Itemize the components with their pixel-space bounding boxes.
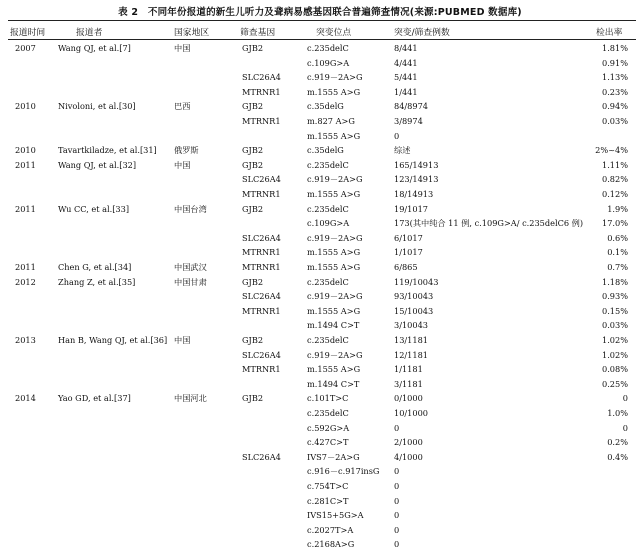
- cell-site: c.754T>C: [307, 481, 349, 491]
- cell-gene: MTRNR1: [242, 116, 281, 126]
- cell-count: 3/8974: [394, 116, 423, 126]
- cell-author: Wang QJ, et al.[32]: [58, 159, 137, 170]
- cell-count: 165/14913: [394, 159, 439, 170]
- cell-gene: GJB2: [242, 43, 264, 53]
- cell-year: 2007: [15, 43, 36, 53]
- cell-count: 93/10043: [394, 291, 434, 302]
- cell-rate: 0.4%: [607, 451, 628, 462]
- cell-count: 173(其中纯合 11 例, c.109G>A/ c.235delC6 例): [394, 218, 584, 229]
- cell-site: c.235delC: [307, 203, 349, 214]
- cell-rate: 0.25%: [601, 378, 628, 389]
- cell-site: c.919－2A>G: [307, 232, 363, 243]
- cell-count: 1/1181: [394, 364, 423, 375]
- cell-gene: SLC26A4: [242, 349, 281, 360]
- cell-site: c.35delG: [307, 145, 344, 156]
- cell-count: 1/1017: [394, 247, 423, 258]
- cell-region: 中国: [174, 159, 191, 170]
- cell-count: 10/1000: [394, 408, 429, 418]
- cell-year: 2010: [15, 145, 36, 156]
- cell-count: 0: [394, 481, 400, 491]
- cell-region: 中国河北: [174, 393, 207, 404]
- cell-rate: 0.94%: [601, 101, 628, 112]
- cell-author: Han B, Wang QJ, et al.[36]: [58, 335, 168, 345]
- cell-region: 中国: [174, 43, 191, 53]
- cell-count: 8/441: [394, 43, 418, 53]
- cell-gene: GJB2: [242, 203, 264, 214]
- cell-count: 4/441: [394, 57, 418, 68]
- cell-year: 2013: [15, 335, 36, 345]
- cell-rate: 0: [622, 393, 628, 404]
- cell-site: m.1555 A>G: [307, 189, 361, 199]
- cell-gene: SLC26A4: [242, 291, 281, 302]
- cell-count: 6/1017: [394, 232, 423, 243]
- header-author: 报道者: [76, 28, 103, 38]
- cell-author: Yao GD, et al.[37]: [58, 393, 131, 404]
- cell-rate: 1.81%: [601, 43, 628, 53]
- cell-site: c.916－c.917insG: [307, 466, 380, 477]
- cell-author: Tavartkiladze, et al.[31]: [58, 145, 157, 156]
- cell-site: c.109G>A: [307, 57, 350, 68]
- cell-rate: 1.02%: [601, 349, 628, 360]
- cell-site: m.1555 A>G: [307, 130, 361, 141]
- cell-count: 13/1181: [394, 335, 429, 345]
- cell-gene: MTRNR1: [242, 247, 281, 258]
- cell-site: m.1555 A>G: [307, 364, 361, 375]
- cell-count: 3/1181: [394, 378, 423, 389]
- cell-site: c.235delC: [307, 159, 349, 170]
- cell-count: 19/1017: [394, 203, 429, 214]
- cell-region: 中国: [174, 335, 191, 345]
- cell-site: c.281C>T: [307, 495, 349, 506]
- cell-gene: GJB2: [242, 101, 264, 112]
- cell-region: 巴西: [174, 101, 191, 112]
- cell-author: Wu CC, et al.[33]: [58, 203, 130, 214]
- header-count: 突变/筛查例数: [394, 28, 450, 38]
- cell-site: m.1494 C>T: [307, 320, 360, 331]
- cell-count: 0: [394, 422, 400, 433]
- cell-rate: 0.1%: [607, 247, 628, 258]
- cell-author: Nivoloni, et al.[30]: [58, 101, 136, 112]
- cell-year: 2010: [15, 101, 36, 112]
- cell-region: 中国台湾: [174, 203, 207, 214]
- cell-rate: 1.13%: [601, 72, 628, 83]
- cell-year: 2014: [15, 393, 36, 404]
- cell-site: c.919－2A>G: [307, 349, 363, 360]
- top-rule: [8, 20, 636, 21]
- cell-rate: 0.82%: [601, 174, 628, 185]
- header-site: 突变位点: [316, 28, 352, 38]
- cell-gene: GJB2: [242, 335, 264, 345]
- cell-count: 0/1000: [394, 393, 423, 404]
- cell-rate: 2%~4%: [595, 145, 628, 156]
- cell-count: 84/8974: [394, 101, 429, 112]
- cell-rate: 0.2%: [607, 437, 628, 448]
- cell-gene: MTRNR1: [242, 305, 281, 316]
- cell-site: c.592G>A: [307, 422, 350, 433]
- cell-site: m.1555 A>G: [307, 305, 361, 316]
- cell-site: m.1555 A>G: [307, 86, 361, 97]
- cell-site: c.235delC: [307, 408, 349, 418]
- cell-count: 0: [394, 510, 400, 521]
- cell-site: m.1555 A>G: [307, 247, 361, 258]
- header-gene: 筛查基因: [240, 28, 276, 38]
- cell-gene: MTRNR1: [242, 364, 281, 375]
- cell-count: 0: [394, 539, 400, 550]
- cell-rate: 0.03%: [601, 320, 628, 331]
- cell-site: m.827 A>G: [307, 116, 355, 126]
- cell-year: 2012: [15, 276, 36, 287]
- cell-gene: MTRNR1: [242, 262, 281, 272]
- cell-gene: GJB2: [242, 276, 264, 287]
- cell-count: 0: [394, 466, 400, 477]
- cell-rate: 0.08%: [601, 364, 628, 375]
- cell-region: 中国甘肃: [174, 276, 207, 287]
- cell-author: Chen G, et al.[34]: [58, 262, 132, 272]
- cell-rate: 1.9%: [607, 203, 628, 214]
- cell-count: 0: [394, 495, 400, 506]
- cell-gene: MTRNR1: [242, 86, 281, 97]
- cell-site: c.427C>T: [307, 437, 349, 448]
- cell-count: 0: [394, 524, 400, 535]
- cell-count: 2/1000: [394, 437, 423, 448]
- cell-count: 综述: [394, 145, 411, 156]
- cell-gene: SLC26A4: [242, 72, 281, 83]
- cell-gene: GJB2: [242, 159, 264, 170]
- cell-site: c.2168A>G: [307, 539, 355, 550]
- cell-site: m.1555 A>G: [307, 262, 361, 272]
- cell-rate: 0.91%: [601, 57, 628, 68]
- cell-author: Zhang Z, et al.[35]: [58, 276, 136, 287]
- cell-year: 2011: [15, 159, 36, 170]
- cell-site: c.35delG: [307, 101, 344, 112]
- cell-rate: 17.0%: [601, 218, 628, 229]
- cell-rate: 0: [622, 422, 628, 433]
- cell-rate: 1.18%: [601, 276, 628, 287]
- cell-count: 15/10043: [394, 305, 434, 316]
- cell-site: c.101T>C: [307, 393, 349, 404]
- cell-rate: 0.7%: [607, 262, 628, 272]
- cell-site: c.235delC: [307, 43, 349, 53]
- cell-rate: 0.03%: [601, 116, 628, 126]
- cell-count: 0: [394, 130, 400, 141]
- cell-count: 1/441: [394, 86, 418, 97]
- table-title: 表 2 不同年份报道的新生儿听力及聋病易感基因联合普遍筛查情况(来源:PUBMED 数据库): [118, 7, 522, 18]
- cell-count: 18/14913: [394, 189, 434, 199]
- header-region: 国家地区: [174, 28, 210, 38]
- cell-rate: 0.93%: [601, 291, 628, 302]
- cell-site: IVS7－2A>G: [307, 451, 360, 462]
- cell-gene: SLC26A4: [242, 174, 281, 185]
- cell-gene: MTRNR1: [242, 189, 281, 199]
- cell-region: 中国武汉: [174, 262, 207, 272]
- cell-count: 12/1181: [394, 349, 429, 360]
- cell-year: 2011: [15, 262, 36, 272]
- cell-count: 6/865: [394, 262, 418, 272]
- cell-gene: SLC26A4: [242, 232, 281, 243]
- cell-rate: 0.12%: [601, 189, 628, 199]
- cell-gene: SLC26A4: [242, 451, 281, 462]
- cell-year: 2011: [15, 203, 36, 214]
- cell-gene: GJB2: [242, 393, 264, 404]
- cell-site: c.2027T>A: [307, 524, 354, 535]
- cell-count: 3/10043: [394, 320, 429, 331]
- cell-author: Wang QJ, et al.[7]: [58, 43, 131, 53]
- cell-count: 5/441: [394, 72, 418, 83]
- cell-site: c.919－2A>G: [307, 291, 363, 302]
- header-rate: 检出率: [596, 28, 623, 38]
- cell-site: c.919－2A>G: [307, 174, 363, 185]
- cell-rate: 0.23%: [601, 86, 628, 97]
- cell-gene: GJB2: [242, 145, 264, 156]
- cell-rate: 0.15%: [601, 305, 628, 316]
- cell-count: 4/1000: [394, 451, 423, 462]
- cell-region: 俄罗斯: [174, 145, 199, 156]
- cell-rate: 1.02%: [601, 335, 628, 345]
- cell-rate: 1.0%: [607, 408, 628, 418]
- header-year: 报道时间: [10, 28, 46, 38]
- cell-site: c.235delC: [307, 276, 349, 287]
- cell-site: c.235delC: [307, 335, 349, 345]
- cell-site: c.919－2A>G: [307, 72, 363, 83]
- header-rule: [8, 39, 636, 40]
- cell-count: 123/14913: [394, 174, 439, 185]
- cell-count: 119/10043: [394, 276, 439, 287]
- cell-site: m.1494 C>T: [307, 378, 360, 389]
- cell-site: IVS15+5G>A: [307, 510, 364, 521]
- cell-rate: 1.11%: [601, 159, 628, 170]
- cell-site: c.109G>A: [307, 218, 350, 229]
- cell-rate: 0.6%: [607, 232, 628, 243]
